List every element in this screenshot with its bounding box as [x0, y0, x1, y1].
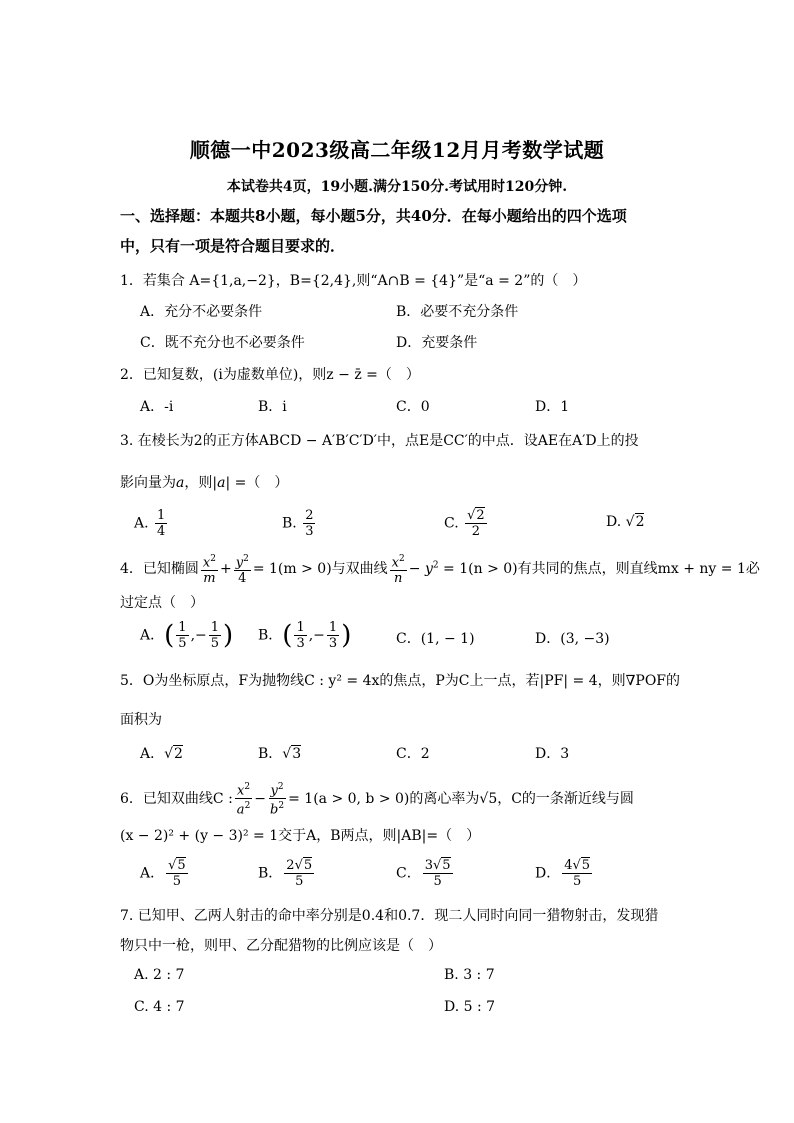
- q3-option-d: D. √2: [606, 514, 645, 530]
- q3-option-b: B. $\frac{2}{3}$: [282, 508, 314, 539]
- exam-subtitle: 本试卷共4页，19小题.满分150分.考试用时120分钟.: [226, 179, 568, 195]
- q3-stem-text-c: =（ ）: [230, 475, 289, 491]
- q3-option-c: C. $\frac{√2}{2}$: [444, 508, 485, 539]
- q2-option-c: C．0: [396, 399, 430, 415]
- q2-option-a: A．-i: [140, 399, 174, 415]
- q7-option-a: A. 2 : 7: [134, 967, 185, 983]
- q3-option-a: A. $\frac{1}{4}$: [134, 508, 166, 539]
- q3-stem-text-a: 影向量为: [120, 475, 176, 491]
- q4-option-c: C．(1, − 1): [396, 631, 475, 647]
- q2-option-b: B．i: [258, 399, 287, 415]
- q5-option-a: A．√2: [140, 746, 183, 762]
- q2-option-d: D．1: [535, 399, 570, 415]
- q3-abs-a: |a|: [212, 475, 231, 491]
- q1-option-c: C．既不充分也不必要条件: [140, 335, 305, 351]
- q5-option-b: B．√3: [258, 746, 302, 762]
- q3-vector-a: a: [176, 475, 185, 491]
- q4-ellipse-x-term: $\frac{x^2}{m}$: [202, 554, 216, 587]
- q2-stem: 2．已知复数，(i为虚数单位)，则z − z̄ =（ ）: [120, 367, 420, 383]
- q7-stem-line2: 物只中一枪，则甲、乙分配猎物的比例应该是（ ）: [120, 938, 442, 954]
- q3-option-a-value: $\frac{1}{4}$: [157, 508, 166, 539]
- section-heading: [120, 201, 680, 261]
- q7-option-d: D. 5 : 7: [444, 999, 496, 1015]
- q3-stem-line2: [120, 472, 288, 492]
- q4-ellipse-y-term: $\frac{y^2}{4}$: [235, 554, 249, 587]
- q4-stem-line1: 4．已知椭圆 $\frac{x^2}{m}$ + $\frac{y^2}{4}$ = 1(m > 0)与双曲线 $\frac{x^2}{n}$ − $y^2 = 1(n > 0)$有共同的焦点，则直线mx + ny = 1必: [120, 554, 760, 587]
- q5-stem-line1: 5．O为坐标原点，F为抛物线C : y² = 4x的焦点，P为C上一点，若|PF| = 4，则∇POF的: [120, 673, 681, 689]
- q1-option-a: A．充分不必要条件: [140, 304, 263, 320]
- q3-stem-line1: 3. 在棱长为2的正方体ABCD − A′B′C′D′中，点E是CC′的中点．设AE在A′D上的投: [120, 433, 639, 449]
- q5-option-d: D．3: [535, 746, 570, 762]
- exam-title: 顺德一中2023级高二年级12月月考数学试题: [189, 138, 605, 162]
- q6-x-term: $\frac{x^2}{a^2}$: [236, 782, 251, 818]
- q6-option-b: B． $\frac{2√5}{5}$: [258, 858, 313, 889]
- q1-stem: 1．若集合 A={1,a,−2}，B={2,4},则“A∩B = {4}”是“a = 2”的（ ）: [120, 273, 587, 289]
- q3-option-d-value: √2: [625, 514, 645, 530]
- q5-option-c: C．2: [396, 746, 430, 762]
- q4-option-d: D．(3, −3): [535, 631, 610, 647]
- q7-stem-line1: 7. 已知甲、乙两人射击的命中率分别是0.4和0.7．现二人同时向同一猎物射击，发现猎: [120, 908, 659, 924]
- q3-stem-text-b: ，则: [184, 475, 213, 491]
- q6-stem-line2: (x − 2)² + (y − 3)² = 1交于A，B两点，则|AB|=（ ）: [120, 828, 481, 844]
- q1-option-d: D．充要条件: [396, 335, 478, 351]
- section-heading-line2: 中，只有一项是符合题目要求的．: [120, 237, 346, 255]
- q3-option-c-value: $\frac{√2}{2}$: [467, 508, 485, 539]
- q4-option-a: A．( $\frac{1}{5}$ ,− $\frac{1}{5}$ ): [140, 620, 234, 651]
- q4-hyperbola-x-term: $\frac{x^2}{n}$: [391, 554, 405, 587]
- q7-option-b: B. 3 : 7: [444, 967, 495, 983]
- q5-stem-line2: 面积为: [120, 712, 162, 728]
- q1-option-b: B．必要不充分条件: [396, 304, 519, 320]
- q3-option-b-value: $\frac{2}{3}$: [305, 508, 314, 539]
- q6-stem-line1: 6．已知双曲线C : $\frac{x^2}{a^2}$ − $\frac{y^2}{b^2}$ = 1(a > 0, b > 0)的离心率为√5，C的一条渐近线与圆: [120, 782, 634, 818]
- q6-option-a: A． $\frac{√5}{5}$: [140, 858, 186, 889]
- q6-y-term: $\frac{y^2}{b^2}$: [270, 782, 285, 818]
- section-heading-line1: 一、选择题：本题共8小题，每小题5分，共40分．在每小题给出的四个选项: [120, 207, 627, 225]
- q6-option-d: D． $\frac{4√5}{5}$: [535, 858, 591, 889]
- q7-option-c: C. 4 : 7: [134, 999, 185, 1015]
- q4-option-b: B．( $\frac{1}{3}$ ,− $\frac{1}{3}$ ): [258, 620, 352, 651]
- q6-option-c: C． $\frac{3√5}{5}$: [396, 858, 451, 889]
- q4-stem-line2: 过定点（ ）: [120, 595, 204, 611]
